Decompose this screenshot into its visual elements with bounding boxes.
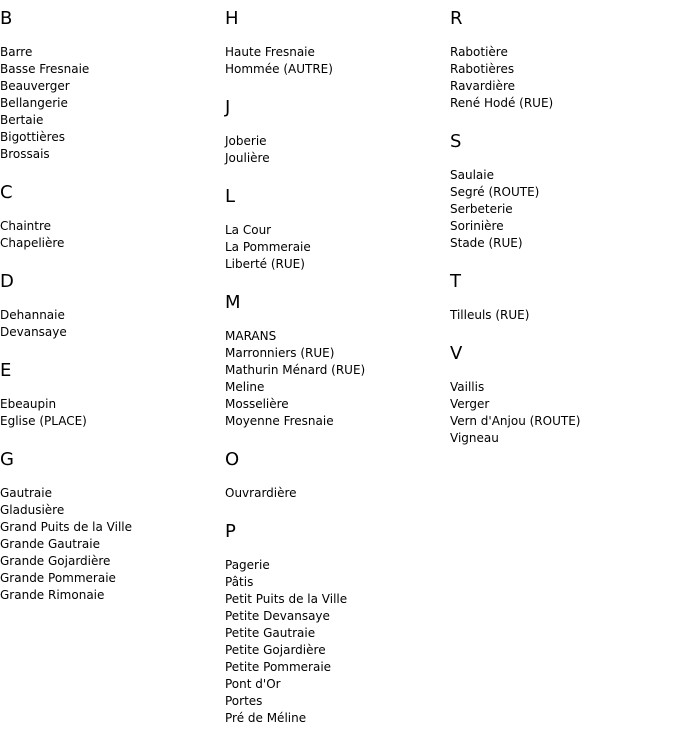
street-link[interactable]: Dehannaie [0,308,65,322]
letter-group [225,8,445,78]
letter-heading: S [450,131,462,152]
street-list [0,307,220,341]
street-list [225,557,445,727]
street-list [225,44,445,78]
street-link[interactable]: Grande Pommeraie [0,571,116,585]
letter-group [225,292,445,430]
index-column [225,8,445,746]
street-list [225,328,445,430]
letter-group [225,449,445,502]
street-link[interactable]: Petit Puits de la Ville [225,592,348,606]
street-list [450,379,670,447]
letter-heading: R [450,8,463,29]
letter-heading: D [0,271,14,292]
letter-group [225,97,445,167]
street-link[interactable]: Vaillis [450,380,485,394]
letter-group [225,186,445,273]
street-link[interactable]: Gladusière [0,503,65,517]
street-link[interactable]: MARANS [225,329,277,343]
street-list [0,218,220,252]
letter-group [0,271,220,341]
letter-heading: G [0,449,14,470]
street-link[interactable]: Saulaie [450,168,494,182]
index-column [450,8,670,466]
letter-group [0,360,220,430]
street-link[interactable]: Vern d'Anjou (ROUTE) [450,414,581,428]
street-link[interactable]: René Hodé (RUE) [450,96,554,110]
street-link[interactable]: Hommée (AUTRE) [225,62,333,76]
street-link[interactable]: Ouvrardière [225,486,297,500]
letter-heading: L [225,186,236,207]
street-link[interactable]: Ebeaupin [0,397,57,411]
street-list [450,44,670,112]
street-link[interactable]: Chaintre [0,219,52,233]
street-list [450,167,670,252]
street-list [225,485,445,502]
letter-heading: O [225,449,240,470]
letter-heading: T [450,271,461,292]
street-link[interactable]: Bellangerie [0,96,68,110]
street-link[interactable]: Mosselière [225,397,289,411]
street-link[interactable]: La Cour [225,223,272,237]
street-list [225,222,445,273]
street-link[interactable]: Beauverger [0,79,70,93]
street-link[interactable]: Grande Gautraie [0,537,100,551]
street-link[interactable]: Stade (RUE) [450,236,523,250]
street-link[interactable]: Pont d'Or [225,677,281,691]
street-link[interactable]: Pâtis [225,575,254,589]
street-list [0,485,220,604]
street-link[interactable]: Bertaie [0,113,44,127]
letter-heading: V [450,343,463,364]
street-link[interactable]: Grand Puits de la Ville [0,520,133,534]
letter-group [0,449,220,604]
street-link[interactable]: Vigneau [450,431,499,445]
street-link[interactable]: La Pommeraie [225,240,311,254]
street-link[interactable]: Pré de Méline [225,711,307,725]
street-link[interactable]: Grande Gojardière [0,554,111,568]
letter-group [450,271,670,324]
street-link[interactable]: Petite Gojardière [225,643,326,657]
street-list [225,133,445,167]
street-link[interactable]: Sorinière [450,219,504,233]
letter-heading: P [225,521,236,542]
letter-group [450,343,670,447]
street-link[interactable]: Mathurin Ménard (RUE) [225,363,366,377]
letter-group [225,521,445,727]
street-link[interactable]: Chapelière [0,236,65,250]
street-link[interactable]: Barre [0,45,33,59]
letter-heading: B [0,8,13,29]
street-link[interactable]: Petite Devansaye [225,609,330,623]
letter-group [450,8,670,112]
street-link[interactable]: Brossais [0,147,50,161]
street-link[interactable]: Moyenne Fresnaie [225,414,334,428]
letter-heading: M [225,292,241,313]
street-link[interactable]: Devansaye [0,325,67,339]
street-link[interactable]: Rabotière [450,45,508,59]
street-link[interactable]: Tilleuls (RUE) [450,308,530,322]
street-link[interactable]: Pagerie [225,558,270,572]
street-link[interactable]: Basse Fresnaie [0,62,90,76]
street-link[interactable]: Eglise (PLACE) [0,414,87,428]
street-link[interactable]: Gautraie [0,486,52,500]
street-link[interactable]: Segré (ROUTE) [450,185,540,199]
street-link[interactable]: Marronniers (RUE) [225,346,335,360]
street-list [0,396,220,430]
street-list [0,44,220,163]
street-link[interactable]: Joulière [225,151,270,165]
street-link[interactable]: Verger [450,397,490,411]
letter-group [0,182,220,252]
street-link[interactable]: Petite Gautraie [225,626,316,640]
street-link[interactable]: Meline [225,380,265,394]
street-link[interactable]: Grande Rimonaie [0,588,105,602]
street-link[interactable]: Bigottières [0,130,65,144]
street-link[interactable]: Rabotières [450,62,515,76]
letter-heading: H [225,8,239,29]
letter-heading: C [0,182,13,203]
street-link[interactable]: Ravardière [450,79,515,93]
street-link[interactable]: Petite Pommeraie [225,660,332,674]
index-column [0,8,220,623]
letter-heading: E [0,360,12,381]
street-link[interactable]: Joberie [225,134,267,148]
street-link[interactable]: Serbeterie [450,202,513,216]
letter-heading: J [225,97,231,118]
letter-group [0,8,220,163]
street-link[interactable]: Liberté (RUE) [225,257,305,271]
letter-group [450,131,670,252]
street-link[interactable]: Portes [225,694,263,708]
street-list [450,307,670,324]
street-link[interactable]: Haute Fresnaie [225,45,315,59]
